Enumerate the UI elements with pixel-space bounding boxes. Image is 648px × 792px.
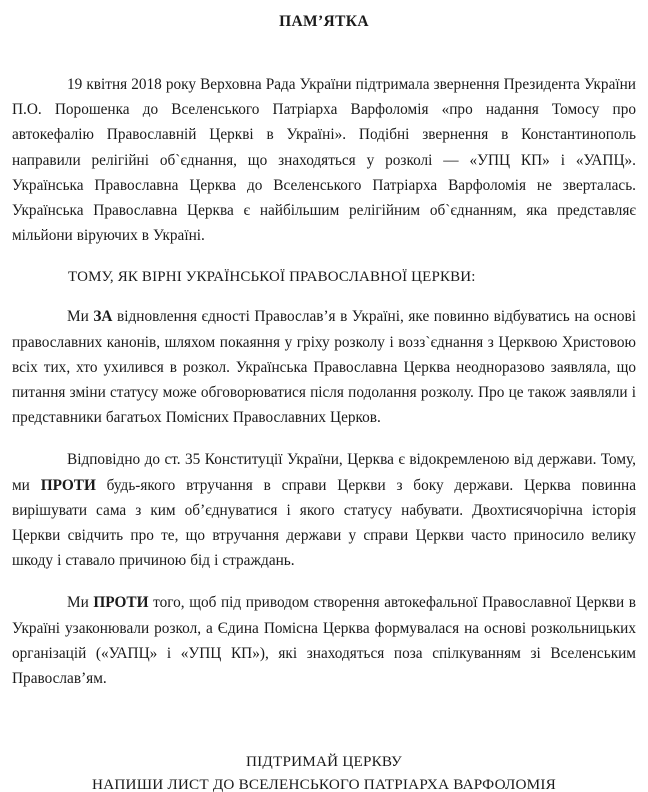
paragraph-against-interference	[12, 447, 636, 573]
paragraph-for-unity-rest: відновлення єдності Православ’я в Україні, яке повинно відбуватись на основі православних канонів, шляхом покаяння у гріху розколу і возз`єднання з Церквою Христовою всіх тих, хто ухилився в розкол. Українська Православна Церква неодноразово заявляла, що питання зміни статусу може обговорюватися після подолання розколу. Про це також заявляли і представники багатьох Помісних Православних Церков.	[12, 308, 636, 427]
paragraph-intro-text: 19 квітня 2018 року Верховна Рада України підтримала звернення Президента України П.О. Порошенка до Вселенського Патріарха Варфоломія «про надання Томосу про автокефалію Православній Церкві в Україні». Подібні звернення в Константинополь направили релігійні об`єднання, що знаходяться у розколі — «УПЦ КП» і «УАПЦ». Українська Православна Церква до Вселенського Патріарха Варфоломія не зверталась. Українська Православна Церква є найбільшим релігійним об`єднанням, яка представляє мільйони віруючих в Україні.	[12, 76, 636, 245]
call-to-action-block	[0, 750, 648, 792]
paragraph-against-schism-emphasis: ПРОТИ	[93, 594, 149, 612]
document-body	[12, 72, 636, 691]
paragraph-intro	[12, 72, 636, 248]
paragraph-against-interference-emphasis: ПРОТИ	[40, 476, 96, 494]
paragraph-against-interference-lead: Відповідно до ст. 35 Конституції України, Церква є відокремленою від держави. Тому, ми	[12, 451, 636, 494]
paragraph-against-interference-rest: будь-якого втручання в справи Церкви з боку держави. Церква повинна вирішувати сама з ким об’єднуватися і якого статусу набувати. Двохтисячорічна історія Церкви свідчить про те, що втручання держави у справи Церкви часто приносило велику шкоду і ставало причиною бід і страждань.	[12, 476, 636, 570]
paragraph-for-unity	[12, 304, 636, 430]
paragraph-for-unity-lead: Ми	[67, 308, 94, 326]
paragraph-against-schism	[12, 590, 636, 691]
call-to-action-line-2: НАПИШИ ЛИСТ ДО ВСЕЛЕНСЬКОГО ПАТРІАРХА ВАРФОЛОМІЯ	[92, 776, 556, 792]
paragraph-against-schism-lead: Ми	[67, 594, 94, 612]
page-title: ПАМ’ЯТКА	[279, 13, 369, 30]
paragraph-against-schism-rest: того, щоб під приводом створення автокефальної Православної Церкви в Україні узаконювали розкол, а Єдина Помісна Церква формувалася на основі розкольницьких організацій («УАПЦ» і «УПЦ КП»), які знаходяться поза спілкуванням зі Вселенським Православ’ям.	[12, 594, 636, 688]
call-to-action-line-1: ПІДТРИМАЙ ЦЕРКВУ	[246, 753, 402, 770]
paragraph-for-unity-emphasis: ЗА	[93, 308, 113, 326]
section-heading-faithful: ТОМУ, ЯК ВІРНІ УКРАЇНСЬКОЇ ПРАВОСЛАВНОЇ ЦЕРКВИ:	[68, 269, 476, 286]
